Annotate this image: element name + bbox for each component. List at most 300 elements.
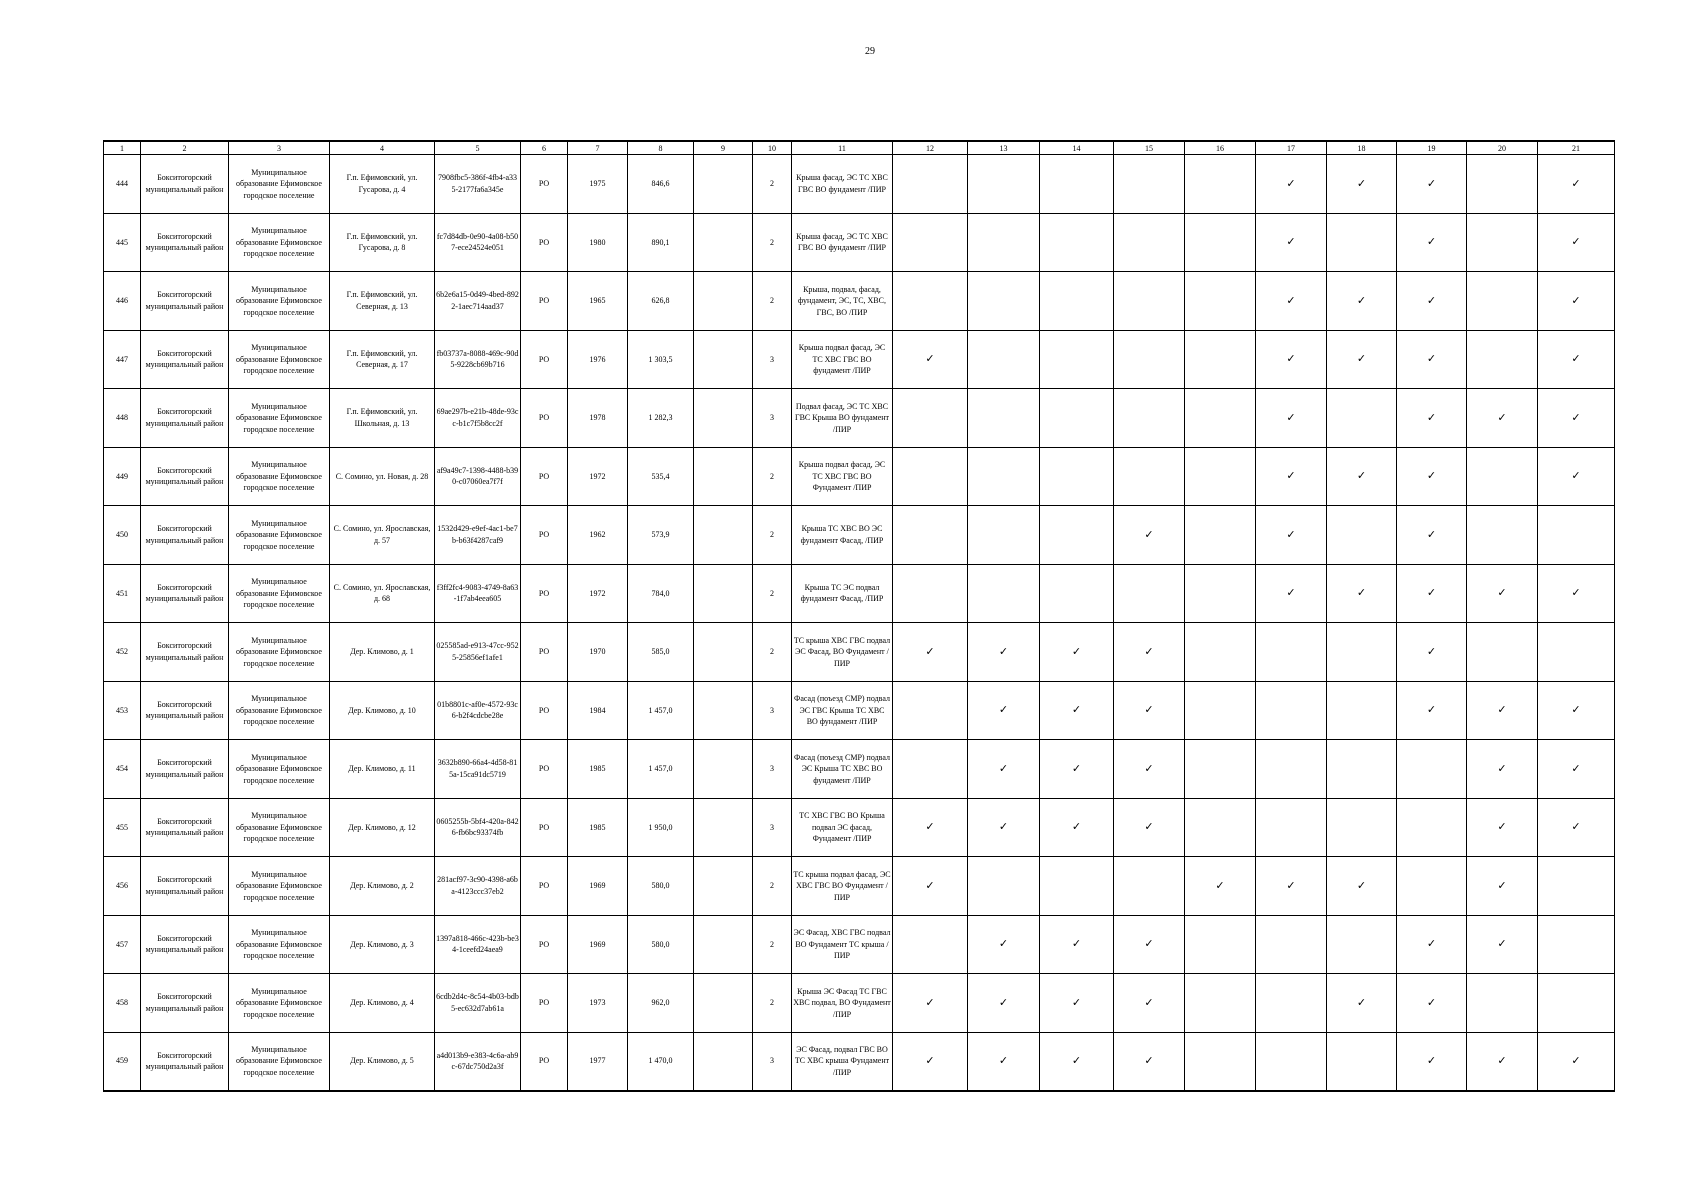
work-type-column-14-cell (1040, 564, 1114, 623)
column-number-6: 6 (521, 141, 568, 155)
check-mark-icon: ✓ (1497, 761, 1507, 775)
work-type-column-21-cell (1538, 155, 1615, 214)
check-mark-icon: ✓ (1497, 1053, 1507, 1067)
column-9-cell (694, 564, 753, 623)
work-type-column-21-cell (1538, 857, 1615, 916)
work-type-column-17-cell (1256, 506, 1327, 565)
works-list-cell: Крыша подвал фасад, ЭС ТС ХВС ГВС ВО Фундамент /ПИР (792, 447, 893, 506)
municipality-cell: Муниципальное образование Ефимовское городское поселение (229, 213, 330, 272)
work-type-column-20-cell (1467, 272, 1538, 331)
work-type-column-18-cell (1327, 857, 1397, 916)
row-number: 447 (104, 330, 141, 389)
house-id-cell: fb03737a-8088-469c-90d5-9228cb69b716 (435, 330, 521, 389)
address-cell: Г.п. Ефимовский, ул. Гусарова, д. 8 (330, 213, 435, 272)
column-number-4: 4 (330, 141, 435, 155)
work-type-column-18-cell (1327, 740, 1397, 799)
works-list-cell: ТС крыша ХВС ГВС подвал ЭС Фасад, ВО Фундамент /ПИР (792, 623, 893, 682)
works-list-cell: Крыша ТС ЭС подвал фундамент Фасад, /ПИР (792, 564, 893, 623)
check-mark-icon: ✓ (925, 878, 935, 892)
address-cell: Дер. Климово, д. 1 (330, 623, 435, 682)
works-list-cell: ЭС Фасад, ХВС ГВС подвал ВО Фундамент ТС крыша /ПИР (792, 915, 893, 974)
year-cell: 1977 (568, 1032, 628, 1091)
address-cell: С. Сомино, ул. Новая, д. 28 (330, 447, 435, 506)
fund-form-cell: РО (521, 623, 568, 682)
fund-form-cell: РО (521, 798, 568, 857)
district-cell: Бокситогорский муниципальный район (141, 798, 229, 857)
year-cell: 1962 (568, 506, 628, 565)
municipality-cell: Муниципальное образование Ефимовское городское поселение (229, 740, 330, 799)
table-row (104, 857, 1615, 916)
row-number: 445 (104, 213, 141, 272)
check-mark-icon: ✓ (1497, 878, 1507, 892)
floors-cell: 3 (753, 1032, 792, 1091)
district-cell: Бокситогорский муниципальный район (141, 330, 229, 389)
fund-form-cell: РО (521, 740, 568, 799)
work-type-column-19-cell (1397, 330, 1467, 389)
check-mark-icon: ✓ (1497, 703, 1507, 716)
work-type-column-17-cell (1256, 564, 1327, 623)
floors-cell: 3 (753, 740, 792, 799)
area-cell: 573,9 (628, 506, 694, 565)
works-list-cell: Фасад (поъезд СМР) подвал ЭС ГВС Крыша ТС ХВС ВО фундамент /ПИР (792, 681, 893, 740)
work-type-column-13-cell (968, 564, 1040, 623)
check-mark-icon: ✓ (998, 1053, 1009, 1067)
address-cell: Дер. Климово, д. 4 (330, 974, 435, 1033)
address-cell: Дер. Климово, д. 5 (330, 1032, 435, 1091)
table-row (104, 681, 1615, 740)
work-type-column-12-cell (893, 506, 968, 565)
municipality-cell: Муниципальное образование Ефимовское городское поселение (229, 857, 330, 916)
work-type-column-16-cell (1185, 681, 1256, 740)
work-type-column-16-cell (1185, 330, 1256, 389)
work-type-column-16-cell (1185, 389, 1256, 448)
work-type-column-17-cell (1256, 272, 1327, 331)
check-mark-icon: ✓ (1426, 235, 1437, 248)
house-id-cell: 1397a818-466c-423b-be34-1ceefd24aea9 (435, 915, 521, 974)
district-cell: Бокситогорский муниципальный район (141, 681, 229, 740)
work-type-column-12-cell (893, 564, 968, 623)
work-type-column-16-cell (1185, 623, 1256, 682)
work-type-column-17-cell (1256, 857, 1327, 916)
work-type-column-18-cell (1327, 915, 1397, 974)
house-id-cell: 7908fbc5-386f-4fb4-a335-2177fa6a345e (435, 155, 521, 214)
check-mark-icon: ✓ (1426, 469, 1437, 482)
floors-cell: 3 (753, 681, 792, 740)
area-cell: 580,0 (628, 915, 694, 974)
floors-cell: 3 (753, 389, 792, 448)
check-mark-icon: ✓ (1571, 293, 1581, 307)
check-mark-icon: ✓ (1071, 703, 1082, 716)
fund-form-cell: РО (521, 389, 568, 448)
fund-form-cell: РО (521, 681, 568, 740)
work-type-column-14-cell (1040, 506, 1114, 565)
work-type-column-18-cell (1327, 974, 1397, 1033)
check-mark-icon: ✓ (1356, 586, 1367, 599)
house-id-cell: 1532d429-e9ef-4ac1-be7b-b63f4287caf9 (435, 506, 521, 565)
works-list-cell: Крыша ЭС Фасад ТС ГВС ХВС подвал, ВО Фундамент /ПИР (792, 974, 893, 1033)
work-type-column-12-cell (893, 272, 968, 331)
work-type-column-16-cell (1185, 564, 1256, 623)
area-cell: 1 950,0 (628, 798, 694, 857)
work-type-column-12-cell (893, 974, 968, 1033)
works-list-cell: ЭС Фасад, подвал ГВС ВО ТС ХВС крыша Фундамент /ПИР (792, 1032, 893, 1091)
address-cell: Г.п. Ефимовский, ул. Северная, д. 17 (330, 330, 435, 389)
work-type-column-21-cell (1538, 1032, 1615, 1091)
row-number: 459 (104, 1032, 141, 1091)
work-type-column-19-cell (1397, 155, 1467, 214)
work-type-column-15-cell (1114, 798, 1185, 857)
work-type-column-14-cell (1040, 681, 1114, 740)
column-9-cell (694, 506, 753, 565)
address-cell: С. Сомино, ул. Ярославская, д. 57 (330, 506, 435, 565)
work-type-column-13-cell (968, 623, 1040, 682)
work-type-column-18-cell (1327, 681, 1397, 740)
work-type-column-14-cell (1040, 272, 1114, 331)
work-type-column-15-cell (1114, 740, 1185, 799)
fund-form-cell: РО (521, 564, 568, 623)
district-cell: Бокситогорский муниципальный район (141, 1032, 229, 1091)
work-type-column-15-cell (1114, 272, 1185, 331)
municipality-cell: Муниципальное образование Ефимовское городское поселение (229, 389, 330, 448)
work-type-column-20-cell (1467, 740, 1538, 799)
floors-cell: 2 (753, 506, 792, 565)
check-mark-icon: ✓ (925, 995, 935, 1009)
work-type-column-19-cell (1397, 623, 1467, 682)
row-number: 446 (104, 272, 141, 331)
work-type-column-21-cell (1538, 623, 1615, 682)
check-mark-icon: ✓ (1426, 937, 1437, 950)
check-mark-icon: ✓ (1071, 820, 1082, 833)
work-type-column-16-cell (1185, 447, 1256, 506)
address-cell: Г.п. Ефимовский, ул. Школьная, д. 13 (330, 389, 435, 448)
fund-form-cell: РО (521, 447, 568, 506)
floors-cell: 3 (753, 330, 792, 389)
row-number: 455 (104, 798, 141, 857)
work-type-column-14-cell (1040, 389, 1114, 448)
check-mark-icon: ✓ (1144, 761, 1154, 775)
work-type-column-15-cell (1114, 213, 1185, 272)
row-number: 452 (104, 623, 141, 682)
address-cell: Дер. Климово, д. 3 (330, 915, 435, 974)
table-row (104, 506, 1615, 565)
district-cell: Бокситогорский муниципальный район (141, 974, 229, 1033)
check-mark-icon: ✓ (1356, 995, 1367, 1009)
municipality-cell: Муниципальное образование Ефимовское городское поселение (229, 330, 330, 389)
work-type-column-16-cell (1185, 857, 1256, 916)
municipality-cell: Муниципальное образование Ефимовское городское поселение (229, 798, 330, 857)
check-mark-icon: ✓ (1571, 469, 1581, 482)
check-mark-icon: ✓ (998, 820, 1009, 833)
district-cell: Бокситогорский муниципальный район (141, 857, 229, 916)
work-type-column-20-cell (1467, 330, 1538, 389)
area-cell: 626,8 (628, 272, 694, 331)
district-cell: Бокситогорский муниципальный район (141, 213, 229, 272)
work-type-column-17-cell (1256, 389, 1327, 448)
house-id-cell: 0605255b-5bf4-420a-8426-fb6bc93374fb (435, 798, 521, 857)
check-mark-icon: ✓ (1571, 410, 1581, 424)
work-type-column-12-cell (893, 740, 968, 799)
work-type-column-21-cell (1538, 506, 1615, 565)
fund-form-cell: РО (521, 1032, 568, 1091)
work-type-column-19-cell (1397, 564, 1467, 623)
work-type-column-17-cell (1256, 213, 1327, 272)
municipality-cell: Муниципальное образование Ефимовское городское поселение (229, 447, 330, 506)
house-id-cell: fc7d84db-0e90-4a08-b507-ece24524e051 (435, 213, 521, 272)
column-number-1: 1 (104, 141, 141, 155)
work-type-column-16-cell (1185, 506, 1256, 565)
column-9-cell (694, 974, 753, 1033)
column-number-16: 16 (1185, 141, 1256, 155)
check-mark-icon: ✓ (1144, 995, 1154, 1009)
house-id-cell: 69ae297b-e21b-48de-93cc-b1c7f5b8cc2f (435, 389, 521, 448)
year-cell: 1985 (568, 798, 628, 857)
work-type-column-12-cell (893, 798, 968, 857)
work-type-column-13-cell (968, 389, 1040, 448)
table-row (104, 213, 1615, 272)
check-mark-icon: ✓ (1144, 703, 1154, 716)
house-id-cell: 025585ad-e913-47cc-9525-25856ef1afe1 (435, 623, 521, 682)
work-type-column-21-cell (1538, 330, 1615, 389)
work-type-column-16-cell (1185, 213, 1256, 272)
works-list-cell: Крыша фасад, ЭС ТС ХВС ГВС ВО фундамент /ПИР (792, 155, 893, 214)
work-type-column-12-cell (893, 447, 968, 506)
table-row (104, 447, 1615, 506)
column-number-17: 17 (1256, 141, 1327, 155)
municipality-cell: Муниципальное образование Ефимовское городское поселение (229, 506, 330, 565)
address-cell: Дер. Климово, д. 12 (330, 798, 435, 857)
house-id-cell: 6cdb2d4c-8c54-4b03-bdb5-ec632d7ab61a (435, 974, 521, 1033)
work-type-column-15-cell (1114, 564, 1185, 623)
check-mark-icon: ✓ (1286, 469, 1296, 482)
column-9-cell (694, 798, 753, 857)
check-mark-icon: ✓ (1144, 937, 1154, 950)
work-type-column-14-cell (1040, 623, 1114, 682)
check-mark-icon: ✓ (1497, 820, 1507, 833)
row-number: 450 (104, 506, 141, 565)
row-number: 454 (104, 740, 141, 799)
area-cell: 1 282,3 (628, 389, 694, 448)
works-list-cell: Крыша фасад, ЭС ТС ХВС ГВС ВО фундамент /ПИР (792, 213, 893, 272)
column-9-cell (694, 915, 753, 974)
address-cell: Г.п. Ефимовский, ул. Северная, д. 13 (330, 272, 435, 331)
check-mark-icon: ✓ (1426, 644, 1437, 658)
work-type-column-15-cell (1114, 915, 1185, 974)
fund-form-cell: РО (521, 506, 568, 565)
municipality-cell: Муниципальное образование Ефимовское городское поселение (229, 915, 330, 974)
work-type-column-18-cell (1327, 623, 1397, 682)
column-number-3: 3 (229, 141, 330, 155)
work-type-column-19-cell (1397, 213, 1467, 272)
check-mark-icon: ✓ (1571, 235, 1581, 248)
check-mark-icon: ✓ (1426, 586, 1437, 599)
work-type-column-16-cell (1185, 272, 1256, 331)
address-cell: Г.п. Ефимовский, ул. Гусарова, д. 4 (330, 155, 435, 214)
work-type-column-13-cell (968, 506, 1040, 565)
work-type-column-13-cell (968, 915, 1040, 974)
check-mark-icon: ✓ (1356, 469, 1367, 482)
area-cell: 585,0 (628, 623, 694, 682)
work-type-column-17-cell (1256, 623, 1327, 682)
year-cell: 1984 (568, 681, 628, 740)
check-mark-icon: ✓ (1571, 1053, 1581, 1067)
column-number-20: 20 (1467, 141, 1538, 155)
check-mark-icon: ✓ (1571, 586, 1581, 599)
year-cell: 1972 (568, 447, 628, 506)
check-mark-icon: ✓ (1286, 293, 1296, 307)
column-9-cell (694, 213, 753, 272)
table-row (104, 330, 1615, 389)
table-row (104, 1032, 1615, 1091)
floors-cell: 2 (753, 857, 792, 916)
work-type-column-14-cell (1040, 330, 1114, 389)
municipality-cell: Муниципальное образование Ефимовское городское поселение (229, 155, 330, 214)
work-type-column-14-cell (1040, 1032, 1114, 1091)
house-id-cell: 3632b890-66a4-4d58-815a-15ca91dc5719 (435, 740, 521, 799)
column-number-13: 13 (968, 141, 1040, 155)
fund-form-cell: РО (521, 915, 568, 974)
fund-form-cell: РО (521, 272, 568, 331)
work-type-column-20-cell (1467, 155, 1538, 214)
work-type-column-18-cell (1327, 447, 1397, 506)
house-id-cell: 281acf97-3c90-4398-a6ba-4123ccc37eb2 (435, 857, 521, 916)
works-list-cell: ТС крыша подвал фасад, ЭС ХВС ГВС ВО Фундамент /ПИР (792, 857, 893, 916)
district-cell: Бокситогорский муниципальный район (141, 506, 229, 565)
district-cell: Бокситогорский муниципальный район (141, 389, 229, 448)
work-type-column-13-cell (968, 213, 1040, 272)
work-type-column-15-cell (1114, 1032, 1185, 1091)
district-cell: Бокситогорский муниципальный район (141, 155, 229, 214)
work-type-column-12-cell (893, 857, 968, 916)
check-mark-icon: ✓ (998, 761, 1009, 775)
work-type-column-19-cell (1397, 857, 1467, 916)
check-mark-icon: ✓ (1426, 703, 1437, 716)
area-cell: 535,4 (628, 447, 694, 506)
work-type-column-17-cell (1256, 330, 1327, 389)
column-9-cell (694, 1032, 753, 1091)
district-cell: Бокситогорский муниципальный район (141, 564, 229, 623)
work-type-column-19-cell (1397, 681, 1467, 740)
year-cell: 1976 (568, 330, 628, 389)
fund-form-cell: РО (521, 974, 568, 1033)
work-type-column-12-cell (893, 155, 968, 214)
column-number-11: 11 (792, 141, 893, 155)
check-mark-icon: ✓ (1071, 644, 1082, 658)
check-mark-icon: ✓ (1426, 293, 1437, 307)
work-type-column-18-cell (1327, 213, 1397, 272)
floors-cell: 2 (753, 915, 792, 974)
district-cell: Бокситогорский муниципальный район (141, 740, 229, 799)
check-mark-icon: ✓ (1497, 586, 1507, 599)
work-type-column-15-cell (1114, 857, 1185, 916)
row-number: 457 (104, 915, 141, 974)
area-cell: 962,0 (628, 974, 694, 1033)
work-type-column-14-cell (1040, 857, 1114, 916)
year-cell: 1972 (568, 564, 628, 623)
column-9-cell (694, 330, 753, 389)
work-type-column-19-cell (1397, 974, 1467, 1033)
work-type-column-20-cell (1467, 447, 1538, 506)
work-type-column-13-cell (968, 798, 1040, 857)
work-type-column-12-cell (893, 681, 968, 740)
check-mark-icon: ✓ (1144, 820, 1154, 833)
table-row (104, 974, 1615, 1033)
row-number: 456 (104, 857, 141, 916)
check-mark-icon: ✓ (1426, 352, 1437, 365)
check-mark-icon: ✓ (1497, 410, 1507, 424)
work-type-column-15-cell (1114, 447, 1185, 506)
column-number-8: 8 (628, 141, 694, 155)
floors-cell: 2 (753, 564, 792, 623)
check-mark-icon: ✓ (1286, 235, 1296, 248)
work-type-column-17-cell (1256, 155, 1327, 214)
work-type-column-20-cell (1467, 506, 1538, 565)
row-number: 444 (104, 155, 141, 214)
area-cell: 1 470,0 (628, 1032, 694, 1091)
work-type-column-20-cell (1467, 798, 1538, 857)
check-mark-icon: ✓ (925, 1053, 935, 1067)
house-id-cell: af9a49c7-1398-4488-b390-c07060ea7f7f (435, 447, 521, 506)
work-type-column-17-cell (1256, 447, 1327, 506)
work-type-column-16-cell (1185, 1032, 1256, 1091)
floors-cell: 2 (753, 623, 792, 682)
work-type-column-21-cell (1538, 447, 1615, 506)
work-type-column-18-cell (1327, 564, 1397, 623)
work-type-column-12-cell (893, 1032, 968, 1091)
work-type-column-14-cell (1040, 915, 1114, 974)
column-number-row (104, 141, 1615, 155)
municipality-cell: Муниципальное образование Ефимовское городское поселение (229, 272, 330, 331)
work-type-column-13-cell (968, 740, 1040, 799)
work-type-column-13-cell (968, 857, 1040, 916)
year-cell: 1978 (568, 389, 628, 448)
work-type-column-12-cell (893, 915, 968, 974)
house-id-cell: a4d013b9-e383-4c6a-ab9c-67dc750d2a3f (435, 1032, 521, 1091)
area-cell: 784,0 (628, 564, 694, 623)
check-mark-icon: ✓ (1356, 878, 1367, 892)
column-9-cell (694, 447, 753, 506)
table-row (104, 155, 1615, 214)
work-type-column-19-cell (1397, 447, 1467, 506)
work-type-column-18-cell (1327, 272, 1397, 331)
house-id-cell: 6b2e6a15-0d49-4bed-8922-1aec714aad37 (435, 272, 521, 331)
check-mark-icon: ✓ (925, 644, 935, 658)
check-mark-icon: ✓ (1356, 176, 1367, 190)
work-type-column-20-cell (1467, 389, 1538, 448)
check-mark-icon: ✓ (1571, 703, 1581, 716)
check-mark-icon: ✓ (925, 820, 935, 833)
check-mark-icon: ✓ (1286, 586, 1296, 599)
work-type-column-21-cell (1538, 213, 1615, 272)
work-type-column-17-cell (1256, 974, 1327, 1033)
column-number-7: 7 (568, 141, 628, 155)
work-type-column-16-cell (1185, 740, 1256, 799)
check-mark-icon: ✓ (1426, 410, 1437, 424)
check-mark-icon: ✓ (1571, 176, 1581, 190)
work-type-column-20-cell (1467, 857, 1538, 916)
area-cell: 580,0 (628, 857, 694, 916)
work-type-column-21-cell (1538, 915, 1615, 974)
work-type-column-15-cell (1114, 155, 1185, 214)
year-cell: 1980 (568, 213, 628, 272)
fund-form-cell: РО (521, 213, 568, 272)
check-mark-icon: ✓ (1426, 176, 1437, 190)
work-type-column-12-cell (893, 330, 968, 389)
row-number: 451 (104, 564, 141, 623)
check-mark-icon: ✓ (1071, 995, 1082, 1009)
district-cell: Бокситогорский муниципальный район (141, 623, 229, 682)
check-mark-icon: ✓ (1144, 1053, 1154, 1067)
work-type-column-18-cell (1327, 389, 1397, 448)
